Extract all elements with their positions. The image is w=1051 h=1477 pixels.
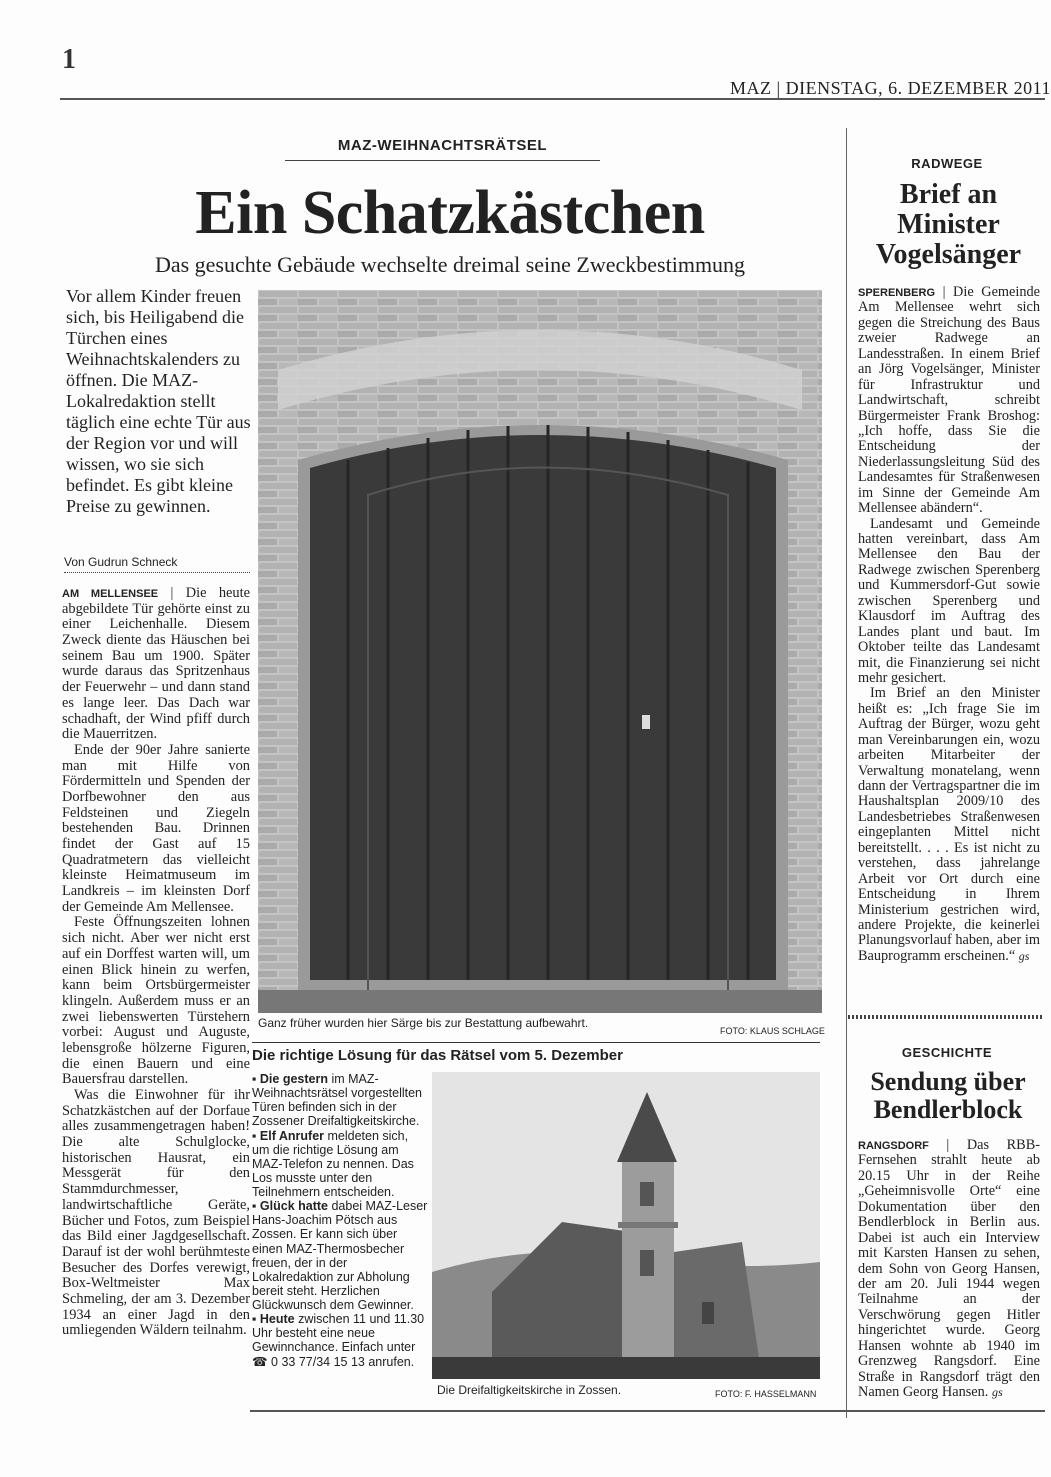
kicker-rule [285, 160, 600, 161]
sidebar-headline-1: Brief an Minister Vogelsänger [875, 179, 1022, 271]
church-caption: Die Dreifaltigkeitskirche in Zossen. [437, 1383, 622, 1397]
sidebar-paragraph: RANGSDORF | Das RBB-Fernsehen strahlt heute ab 20.15 Uhr in der Reihe „Geheimnisvolle Orte“ eine Dokumentation über den Bendlerblock in Berlin aus. Dabei ist auch ein Interview mit Karsten Hansen zu sehen, dem Sohn von Georg Hansen, der am 20. Juli 1944 wegen Teilnahme an der Verschwörung gegen Hitler hingerichtet wurde. Georg Hansen wohnte ab 1940 im Grenzweg Rangsdorf. Eine Straße in Rangsdorf trägt den Namen Georg Hansen. gs [858, 1137, 1040, 1400]
door-photo [258, 290, 822, 1013]
article-paragraph: AM MELLENSEE | Die heute abgebildete Tür gehörte einst zu einer Leichenhalle. Diesem Zweck diente das Häuschen bei seinem Bau um 1900. Später wurde daraus das Spritzenhaus der Feuerwehr – und dann stand es lange leer. Das Dach war schadhaft, der Wind pfiff durch die Mauerritzen. [62, 585, 250, 743]
dateline: RANGSDORF [858, 1140, 929, 1152]
byline: Von Gudrun Schneck [64, 555, 250, 573]
bottom-rule [250, 1410, 1045, 1412]
article-paragraph: Ende der 90er Jahre sanierte man mit Hilfe von Fördermitteln und Spenden der Dorfbewohner den aus Feldsteinen und Ziegeln bestehenden Bau. Drinnen findet der Gast auf 15 Quadratmetern das vielleicht kleinste Heimatmuseum im Landkreis – im kleinsten Dorf der Gemeinde Am Mellensee. [62, 741, 250, 915]
solution-text [252, 1072, 428, 1369]
church-credit: FOTO: F. HASSELMANN [715, 1389, 817, 1399]
phone-number: ☎ 0 33 77/34 15 13 anrufen. [252, 1354, 415, 1369]
article-paragraph: Feste Öffnungszeiten lohnen sich nicht. Aber wer nicht erst auf ein Dorffest warten will, um einen Blick hinein zu werfen, kann beim Ortsbürgermeister klingeln. Außerdem muss er an zwei liebenswerten Türstehern vorbei: August und Auguste, lebensgroße hölzerne Figuren, die einen Bauern und eine Bauersfrau darstellen. [62, 914, 250, 1088]
church-photo [432, 1072, 820, 1379]
photo-caption: Ganz früher wurden hier Särge bis zur Bestattung aufbewahrt. [258, 1016, 589, 1030]
solution-item: ▪ Elf Anrufer meldeten sich, um die richtige Lösung am MAZ-Telefon zu nennen. Das Los musste unter den Teilnehmern entscheiden. [252, 1128, 414, 1199]
signature: gs [1018, 948, 1030, 963]
sidebar-paragraph: SPERENBERG | Die Gemeinde Am Mellensee wehrt sich gegen die Streichung des Baus zweier Radwege an Landesstraßen. In einem Brief an Jörg Vogelsänger, Minister für Infrastruktur und Landwirtschaft, schreibt Bürgermeister Frank Broshog: „Ich hoffe, dass Sie die Entscheidung der Niederlassungsleitung Süd des Landesamtes für Straßenwesen im Sinne der Gemeinde Am Mellensee abändern“. [858, 284, 1041, 517]
solution-rule [252, 1042, 820, 1043]
dateline: AM MELLENSEE [62, 588, 159, 600]
article-body [62, 586, 250, 1339]
headline: Ein Schatzkästchen [195, 179, 705, 247]
section-label-geschichte: GESCHICHTE [901, 1045, 993, 1060]
solution-heading: Die richtige Lösung für das Rätsel vom 5. Dezember [252, 1047, 623, 1064]
kicker: MAZ-WEIHNACHTSRÄTSEL [337, 137, 548, 154]
sidebar-headline-2: Sendung über Bendlerblock [870, 1067, 1026, 1125]
signature: gs [991, 1385, 1003, 1399]
photo-credit: FOTO: KLAUS SCHLAGE [720, 1026, 825, 1036]
solution-item: ▪ Glück hatte dabei MAZ-Leser Hans-Joachim Pötsch aus Zossen. Er kann sich über einen MAZ-Thermosbecher freuen, der in der Lokalredaktion zur Abholung bereit steht. Herzlichen Glückwunsch dem Gewinner. [252, 1199, 428, 1312]
sidebar-article-2 [858, 1138, 1040, 1400]
column-rule [846, 128, 847, 1418]
solution-item: ▪ Heute zwischen 11 und 11.30 Uhr besteht eine neue Gewinnchance. Einfach unter [252, 1312, 425, 1355]
top-rule [60, 98, 1045, 100]
sidebar-article-1 [858, 285, 1040, 964]
section-separator [848, 1015, 1043, 1019]
sidebar-paragraph: Im Brief an den Minister heißt es: „Ich frage Sie im Auftrag der Bürger, wozu geht man Vereinbarungen ein, wozu arbeiten Mitarbeiter der Verwaltung monatelang, wenn dann der Vertragspartner die im Haushaltsplan 2009/10 des Landesbetriebes Straßenwesen eingeplanten Mittel nicht bereitstellt. . . . Es ist nicht zu verstehen, dass jahrelange Arbeit vor Ort durch eine Entscheidung in Ihrem Ministerium gestrichen wird, andere Projekte, die keinerlei Planungsvorlauf haben, aber im Bauprogramm erscheinen.“ gs [858, 685, 1040, 964]
section-label-radwege: RADWEGE [911, 156, 983, 171]
sidebar-paragraph: Landesamt und Gemeinde hatten vereinbart, dass Am Mellensee den Bau der Radwege zwischen Sperenberg und Kummersdorf-Gut sowie zwischen Sperenberg und Klausdorf im Auftrag des Landes plant und baut. Im Oktober teilte das Landesamt mit, die Finanzierung sei nicht mehr gesichert. [858, 515, 1040, 686]
solution-item: ▪ Die gestern im MAZ-Weihnachtsrätsel vorgestellten Türen befinden sich in der Zossener Dreifaltigkeitskirche. [252, 1072, 422, 1129]
intro-text: Vor allem Kinder freuen sich, bis Heiligabend die Türchen eines Weihnachtskalenders zu öffnen. Die MAZ-Lokalredaktion stellt täglich eine echte Tür aus der Region vor und will wissen, wo sie sich befindet. Es gibt kleine Preise zu gewinnen. [66, 286, 251, 517]
subheadline: Das gesuchte Gebäude wechselte dreimal seine Zweckbestimmung [154, 252, 746, 277]
dateline: SPERENBERG [858, 287, 936, 299]
article-paragraph: Was die Einwohner für ihr Schatzkästchen auf der Dorfaue alles zusammengetragen haben! Die alte Schulglocke, historischen Hausrat, ein Messgerät für den Stammdurchmesser, landwirtschaftliche Geräte, Bücher und Fotos, zum Beispiel das Bild einer Jagdgesellschaft. Darauf ist der wohl berühmteste Besucher des Dorfes verewigt, Box-Weltmeister Max Schmeling, der am 3. Dezember 1934 an einer Jagd in den umliegenden Wäldern teilnahm. [62, 1087, 250, 1339]
masthead: MAZ | DIENSTAG, 6. DEZEMBER 2011 [730, 78, 1051, 98]
page-number: 1 [62, 44, 76, 75]
